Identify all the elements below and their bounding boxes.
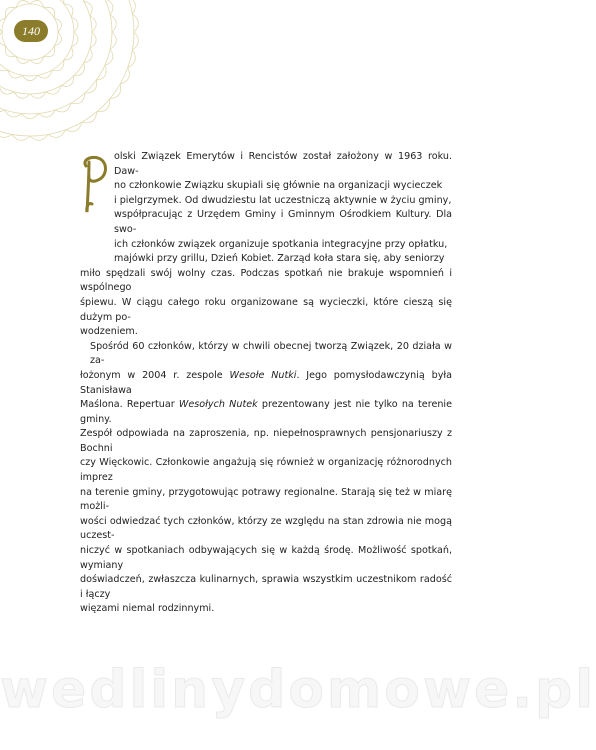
text-line: olski Związek Emerytów i Rencistów został założony w 1963 roku. Daw-	[114, 151, 452, 177]
text-line: miło spędzali swój wolny czas. Podczas spotkań nie brakuje wspomnień i wspólnego	[80, 267, 452, 294]
paragraph-2	[80, 340, 452, 617]
ornament-petal	[0, 0, 8, 4]
ensemble-name: Wesołe Nutki	[229, 369, 297, 381]
paragraph-1	[80, 150, 452, 340]
text-line: na terenie gminy, przygotowując potrawy regionalne. Starają się też w miarę możli-	[80, 486, 452, 513]
text-line: więzami niemal rodzinnymi.	[80, 603, 215, 615]
ornament-petal	[0, 103, 5, 112]
ornament-petal	[110, 32, 116, 49]
page-number: 140	[14, 20, 48, 42]
text-line	[80, 369, 452, 398]
ornament-petal	[128, 0, 136, 14]
article-body	[80, 150, 452, 617]
text-line: śpiewu. W ciągu całego roku organizowane są wycieczki, które cieszą się dużym po-	[80, 296, 452, 323]
ensemble-name: Wesołych Nutek	[178, 399, 258, 411]
text-line: czy Więckowic. Członkowie angażują się również w organizację różnorodnych imprez	[80, 457, 452, 484]
text-line: majówki przy grillu, Dzień Kobiet. Zarząd koła stara się, aby seniorzy	[114, 253, 445, 265]
text-fragment: łożonym w 2004 r. zespole	[80, 369, 230, 381]
ornament-ring	[0, 0, 92, 94]
text-line: Spośród 60 członków, którzy w chwili obecnej tworzą Związek, 20 działa w za-	[90, 340, 452, 367]
text-line	[80, 398, 452, 427]
text-line: doświadczeń, zwłaszcza kulinarnych, sprawia wszystkim uczestnikom radość i łączy	[80, 574, 452, 600]
ornament-petal	[110, 15, 116, 32]
watermark: wedlinydomowe.pl	[0, 660, 596, 720]
text-line: Zespół odpowiada na zaproszenia, np. niepełnosprawnych pensjonariuszy z Bochni	[80, 428, 452, 454]
text-fragment: prezentowany jest nie tylko na terenie gminy.	[80, 399, 452, 425]
text-line: niczyć w spotkaniach odbywających się w każdą środę. Możliwość spotkań, wymiany	[80, 545, 452, 571]
text-line: i pielgrzymek. Od dwudziestu lat uczestniczą aktywnie w życiu gminy,	[114, 194, 452, 206]
text-line: współpracując z Urzędem Gminy i Gminnym Ośrodkiem Kultury. Dla swo-	[114, 209, 452, 235]
text-line: wodzeniem.	[80, 326, 138, 338]
text-line: no członkowie Związku skupiali się głównie na organizacji wycieczek	[114, 180, 443, 192]
text-line: ich członków związek organizuje spotkania integracyjne przy opłatku,	[114, 238, 448, 250]
text-fragment: Maślona. Repertuar	[80, 399, 179, 411]
text-fragment: . Jego pomysłodawczynią była Stanisława	[80, 369, 452, 396]
text-line: wości odwiedzać tych członków, którzy ze względu na stan zdrowia nie mogą uczest-	[80, 515, 452, 542]
